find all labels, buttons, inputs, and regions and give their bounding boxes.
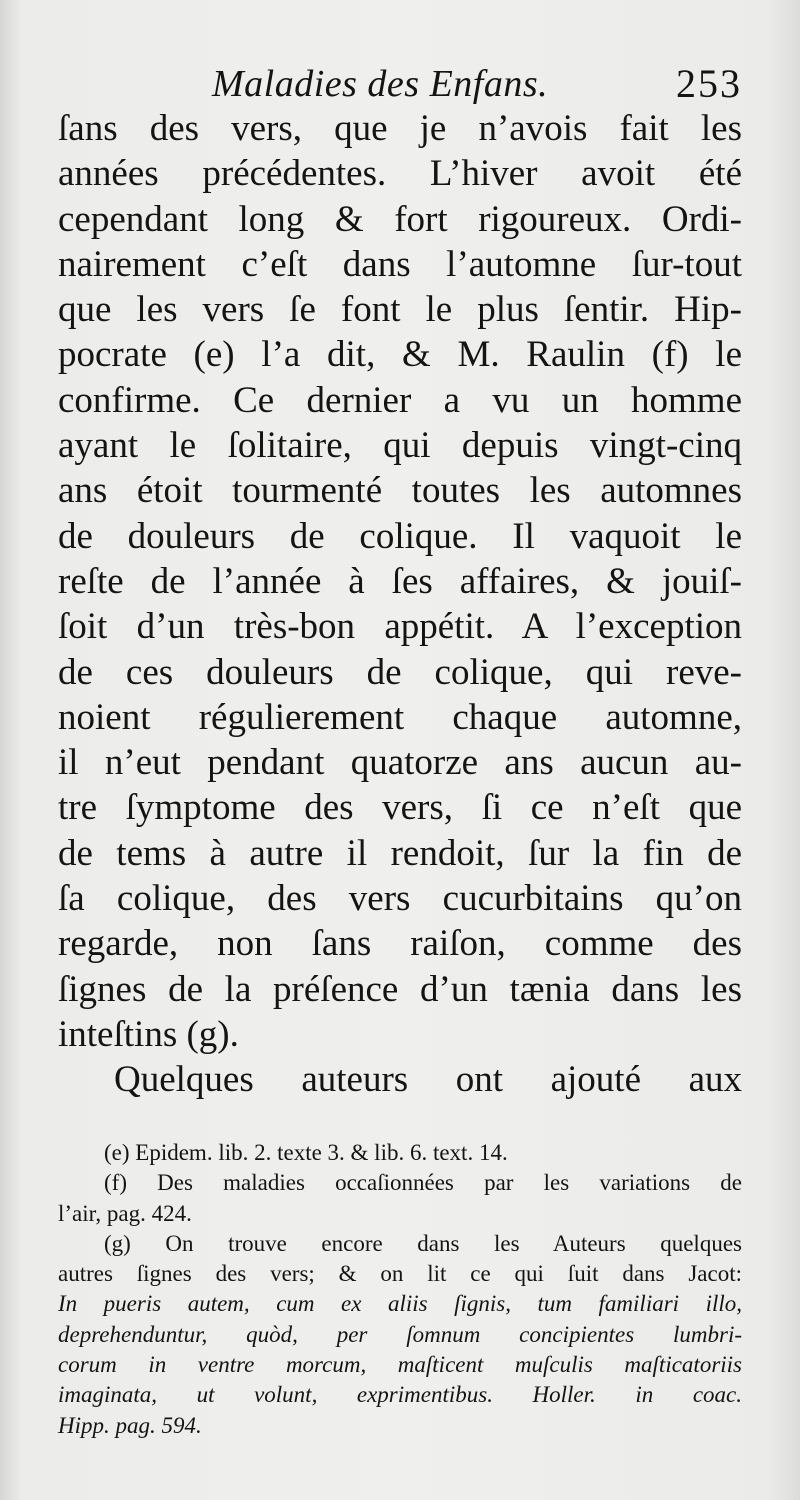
text-line: cependant long & fort rigoureux. Ordi- xyxy=(58,198,742,240)
text-line: noient régulierement chaque automne, xyxy=(58,696,742,738)
text-line: confirme. Ce dernier a vu un homme xyxy=(58,379,742,421)
page-header xyxy=(0,58,742,110)
text-line: il n’eut pendant quatorze ans aucun au- xyxy=(58,742,742,784)
footnote-g: (g) On trouve encore dans les Auteurs quelques xyxy=(104,1230,742,1256)
footnote-g-quote: In pueris autem, cum ex aliis ſignis, tum familiari illo, xyxy=(58,1291,742,1317)
text-line: ſa colique, des vers cucurbitains qu’on xyxy=(58,878,742,920)
text-line: nairement c’eſt dans l’automne ſur-tout xyxy=(58,243,742,285)
text-line: ſoit d’un très-bon appétit. A l’exception xyxy=(58,606,742,648)
text-line: de douleurs de colique. Il vaquoit le xyxy=(58,515,742,557)
text-line: ſignes de la préſence d’un tænia dans les xyxy=(58,968,742,1010)
text-line: pocrate (e) l’a dit, & M. Raulin (f) le xyxy=(58,334,742,376)
text-line: de tems à autre il rendoit, ſur la fin de xyxy=(58,832,742,874)
text-line: regarde, non ſans raiſon, comme des xyxy=(58,923,742,965)
text-line: ayant le ſolitaire, qui depuis vingt-cinq xyxy=(58,425,742,467)
footnote-g-quote: corum in ventre morcum, maſticent muſculis maſticatoriis xyxy=(58,1352,742,1378)
footnote-e: (e) Epidem. lib. 2. texte 3. & lib. 6. text. 14. xyxy=(104,1140,508,1165)
footnote-g-quote: Hipp. pag. 594. xyxy=(58,1412,202,1438)
running-title: Maladies des Enfans. xyxy=(212,63,549,105)
text-line: tre ſymptome des vers, ſi ce n’eſt que xyxy=(58,787,742,829)
paragraph-2-first-line: Quelques auteurs ont ajouté aux xyxy=(114,1059,742,1101)
footnotes xyxy=(58,1138,742,1441)
text-line: reſte de l’année à ſes affaires, & jouiſ- xyxy=(58,560,742,602)
text-line: de ces douleurs de colique, qui reve- xyxy=(58,651,742,693)
footnote-g-cont: autres ſignes des vers; & on lit ce qui ſuit dans Jacot: xyxy=(58,1261,742,1287)
footnote-f-cont: l’air, pag. 424. xyxy=(58,1200,192,1226)
page-number: 253 xyxy=(676,61,742,106)
footnote-g-quote: imaginata, ut volunt, exprimentibus. Holler. in coac. xyxy=(58,1382,742,1408)
footnote-f: (f) Des maladies occaſionnées par les variations de xyxy=(104,1170,742,1196)
text-line: inteſtins (g). xyxy=(58,1013,239,1055)
body-text xyxy=(58,106,742,1103)
footnote-g-quote: deprehenduntur, quòd, per ſomnum concipientes lumbri- xyxy=(58,1321,742,1347)
text-line: que les vers ſe font le plus ſentir. Hip- xyxy=(58,289,742,331)
text-line: ans étoit tourmenté toutes les automnes xyxy=(58,470,742,512)
text-line: ſans des vers, que je n’avois fait les xyxy=(58,108,742,149)
text-line: années précédentes. L’hiver avoit été xyxy=(58,153,742,195)
